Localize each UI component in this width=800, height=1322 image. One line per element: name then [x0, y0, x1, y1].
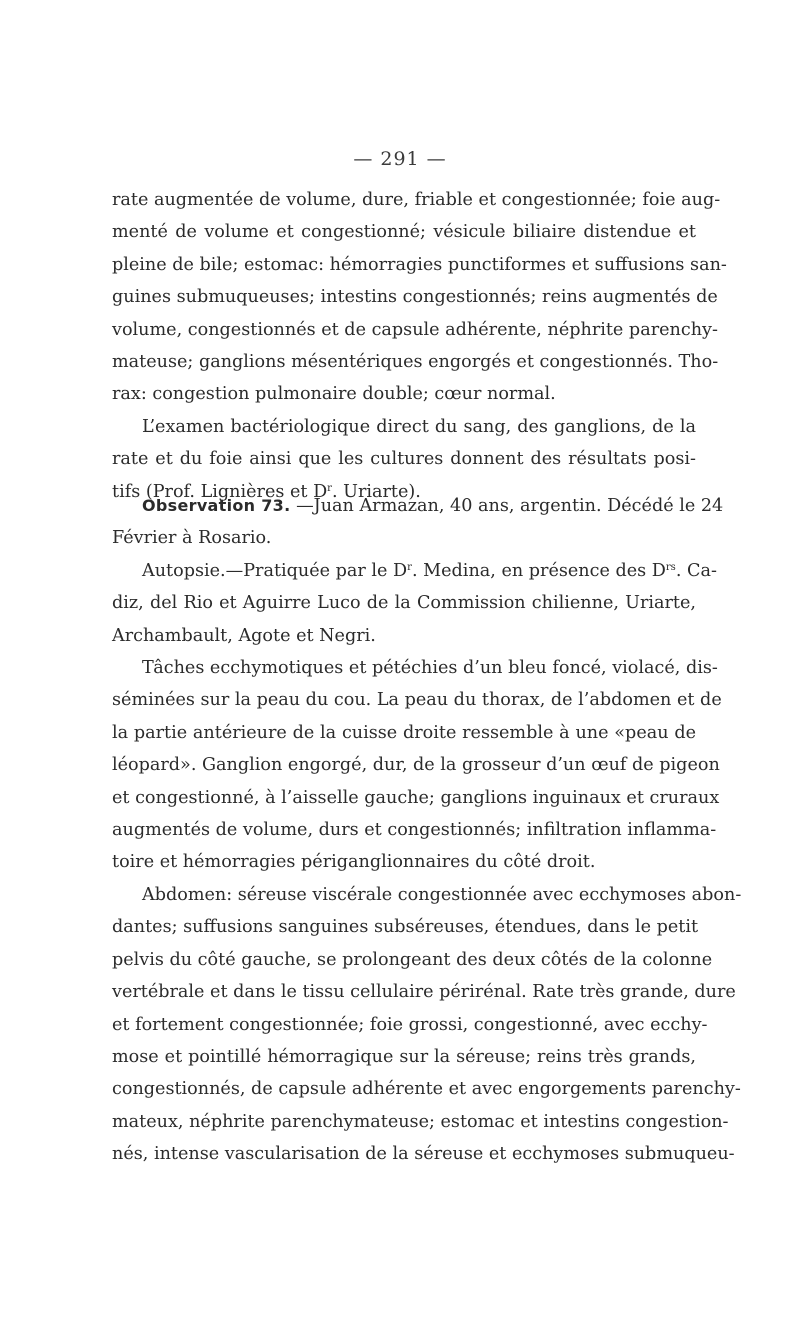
observation-73 — [112, 490, 724, 652]
text-line: L’examen bactériologique direct du sang, des ganglions, de la — [142, 416, 696, 437]
text-line: congestionnés, de capsule adhérente et avec engorgements parenchy- — [112, 1079, 741, 1100]
text-line: diz, del Rio et Aguirre Luco de la Commission chilienne, Uriarte, — [112, 593, 696, 614]
paragraph-skin-findings — [112, 652, 722, 879]
text-line: la partie antérieure de la cuisse droite ressemble à une «peau de — [112, 722, 696, 743]
text-line: rax: congestion pulmonaire double; cœur normal. — [112, 384, 556, 405]
text-fragment: . Medina, en présence des D — [411, 560, 666, 581]
text-line — [112, 490, 724, 522]
text-line: mose et pointillé hémorragique sur la séreuse; reins très grands, — [112, 1046, 696, 1067]
text-line: Archambault, Agote et Negri. — [112, 625, 376, 646]
text-fragment: . Uriarte). — [331, 481, 421, 502]
text-line: Abdomen: séreuse viscérale congestionnée avec ecchymoses abon- — [142, 885, 742, 905]
text-fragment: Autopsie.—Pratiquée par le D — [142, 560, 408, 581]
superscript: r — [407, 561, 412, 573]
text-line: volume, congestionnés et de capsule adhérente, néphrite parenchy- — [112, 319, 718, 340]
text-line: rate augmentée de volume, dure, friable et congestionnée; foie aug- — [112, 190, 721, 210]
text-line: pleine de bile; estomac: hémorragies punctiformes et suffusions san- — [112, 254, 727, 275]
text-line: vertébrale et dans le tissu cellulaire périrénal. Rate très grande, dure — [112, 982, 736, 1003]
text-fragment: —Juan Armazan, 40 ans, argentin. Décédé le 24 — [290, 496, 724, 516]
text-line: Tâches ecchymotiques et pétéchies d’un bleu foncé, violacé, dis- — [142, 658, 718, 678]
page-number: — 291 — — [353, 148, 447, 170]
paragraph-autopsy-findings — [112, 184, 727, 508]
text-line: mateux, néphrite parenchymateuse; estomac et intestins congestion- — [112, 1111, 729, 1132]
text-line: rate et du foie ainsi que les cultures donnent des résultats posi- — [112, 449, 696, 470]
text-line: nés, intense vascularisation de la séreuse et ecchymoses submuqueu- — [112, 1144, 735, 1165]
observation-heading: Observation 73. — [142, 496, 291, 515]
superscript: rs — [665, 561, 676, 573]
text-line: toire et hémorragies périganglionnaires du côté droit. — [112, 852, 596, 873]
text-line — [112, 555, 717, 587]
text-line: augmentés de volume, durs et congestionnés; infiltration inflamma- — [112, 819, 717, 840]
text-line: mateuse; ganglions mésentériques engorgés et congestionnés. Tho- — [112, 351, 719, 372]
paragraph-abdomen-findings — [112, 879, 742, 1171]
text-line: et congestionné, à l’aisselle gauche; ganglions inguinaux et cruraux — [112, 787, 720, 808]
text-line: léopard». Ganglion engorgé, dur, de la grosseur d’un œuf de pigeon — [112, 755, 720, 776]
text-fragment: tifs (Prof. Lignières et D — [112, 481, 328, 502]
text-line: Février à Rosario. — [112, 528, 272, 549]
text-line: séminées sur la peau du cou. La peau du thorax, de l’abdomen et de — [112, 690, 722, 711]
text-line: dantes; suffusions sanguines subséreuses, étendues, dans le petit — [112, 917, 699, 938]
text-line: et fortement congestionnée; foie grossi, congestionné, avec ecchy- — [112, 1014, 708, 1035]
superscript: r — [327, 482, 332, 494]
text-line: guines submuqueuses; intestins congestionnés; reins augmentés de — [112, 287, 718, 308]
text-fragment: . Ca- — [675, 560, 717, 581]
text-line: menté de volume et congestionné; vésicule biliaire distendue et — [112, 222, 696, 243]
text-line: pelvis du côté gauche, se prolongeant des deux côtés de la colonne — [112, 949, 713, 970]
